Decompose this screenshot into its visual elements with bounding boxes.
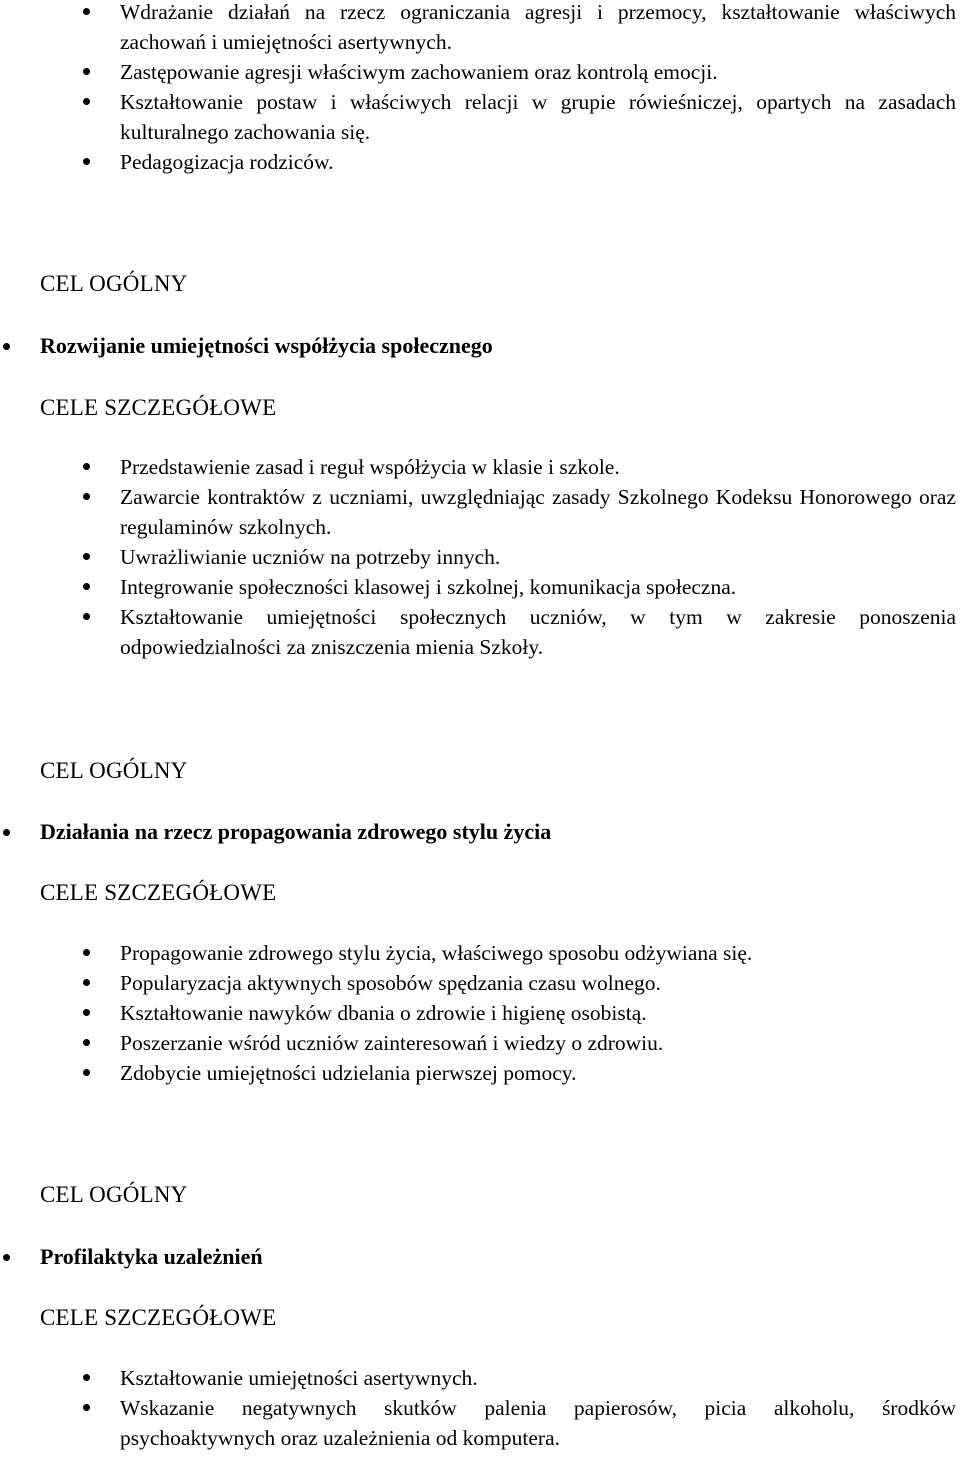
list-item: Wdrażanie działań na rzecz ograniczania agresji i przemocy, kształtowanie właściwych zachowań i umiejętności asertywnych. (0, 0, 960, 57)
list-item: Popularyzacja aktywnych sposobów spędzania czasu wolnego. (0, 968, 960, 998)
list-item: Poszerzanie wśród uczniów zainteresowań i wiedzy o zdrowiu. (0, 1028, 960, 1058)
specific-goals-heading: CELE SZCZEGÓŁOWE (40, 1305, 277, 1330)
list-item: Kształtowanie umiejętności społecznych uczniów, w tym w zakresie ponoszenia odpowiedzialności za zniszczenia mienia Szkoły. (0, 602, 960, 662)
list-item: Kształtowanie nawyków dbania o zdrowie i higienę osobistą. (0, 998, 960, 1028)
list-item: Kształtowanie postaw i właściwych relacji w grupie rówieśniczej, opartych na zasadach kulturalnego zachowania się. (0, 87, 960, 147)
specific-goals-heading: CELE SZCZEGÓŁOWE (40, 395, 277, 420)
specific-goals-list (0, 452, 960, 662)
general-goal-heading: CEL OGÓLNY (40, 271, 188, 296)
general-goal: Profilaktyka uzależnień (0, 1242, 960, 1272)
general-goal: Rozwijanie umiejętności współżycia społecznego (0, 331, 960, 361)
specific-goals-list (0, 1363, 960, 1453)
list-item: Pedagogizacja rodziców. (0, 147, 960, 177)
intro-goal-list (0, 0, 960, 177)
list-item: Zastępowanie agresji właściwym zachowaniem oraz kontrolą emocji. (0, 57, 960, 87)
list-item: Wskazanie negatywnych skutków palenia papierosów, picia alkoholu, środków psychoaktywnych oraz uzależnienia od komputera. (0, 1393, 960, 1453)
list-item: Propagowanie zdrowego stylu życia, właściwego sposobu odżywiana się. (0, 938, 960, 968)
list-item: Uwrażliwianie uczniów na potrzeby innych. (0, 542, 960, 572)
general-goal-heading: CEL OGÓLNY (40, 758, 188, 783)
list-item: Kształtowanie umiejętności asertywnych. (0, 1363, 960, 1393)
general-goal: Działania na rzecz propagowania zdrowego stylu życia (0, 817, 960, 847)
list-item: Zdobycie umiejętności udzielania pierwszej pomocy. (0, 1058, 960, 1088)
list-item: Przedstawienie zasad i reguł współżycia w klasie i szkole. (0, 452, 960, 482)
general-goal-heading: CEL OGÓLNY (40, 1182, 188, 1207)
list-item: Zawarcie kontraktów z uczniami, uwzględniając zasady Szkolnego Kodeksu Honorowego oraz regulaminów szkolnych. (0, 482, 960, 542)
list-item: Integrowanie społeczności klasowej i szkolnej, komunikacja społeczna. (0, 572, 960, 602)
specific-goals-heading: CELE SZCZEGÓŁOWE (40, 880, 277, 905)
specific-goals-list (0, 938, 960, 1088)
